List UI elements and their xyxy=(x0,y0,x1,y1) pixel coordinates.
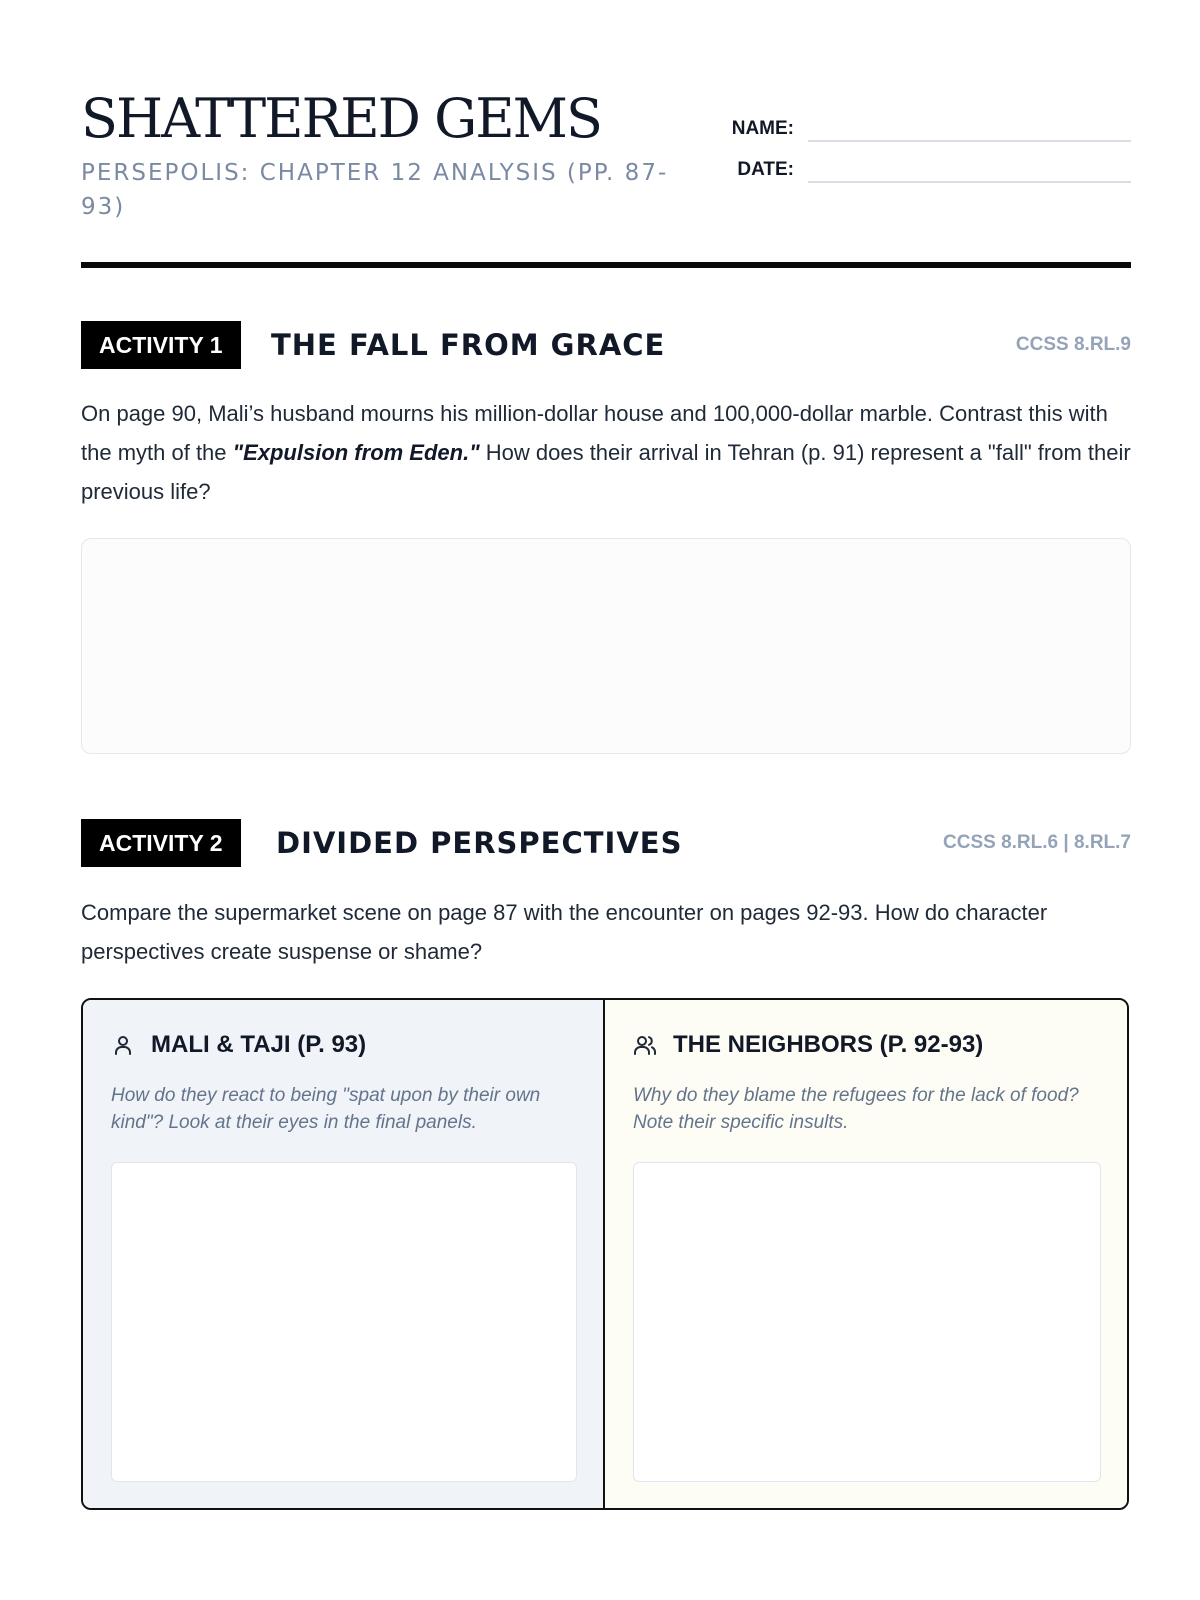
activity-1-answer-box[interactable] xyxy=(81,538,1131,754)
activity-1-prompt-emphasis: "Expulsion from Eden." xyxy=(232,440,480,465)
column-title: MALI & TAJI (P. 93) xyxy=(151,1031,367,1058)
perspective-column-mali-taji xyxy=(83,1000,605,1508)
worksheet-subtitle: PERSEPOLIS: CHAPTER 12 ANALYSIS (PP. 87-93) xyxy=(81,160,669,220)
column-title: THE NEIGHBORS (P. 92-93) xyxy=(673,1031,984,1058)
worksheet-title: SHATTERED GEMS xyxy=(81,87,601,150)
date-label: DATE: xyxy=(737,159,794,180)
activity-2-badge: ACTIVITY 2 xyxy=(81,819,241,867)
perspective-comparison xyxy=(81,998,1129,1510)
activity-1-standard: CCSS 8.RL.9 xyxy=(1015,334,1131,355)
name-field[interactable] xyxy=(708,112,1131,142)
header-divider xyxy=(81,262,1131,268)
column-question: Why do they blame the refugees for the lack of food? Note their specific insults. xyxy=(633,1085,1079,1133)
activity-1-prompt-text-end: How does their arrival in Tehran (p. 91) represent a "fall" from their previous life? xyxy=(81,440,1131,504)
activity-2-title: DIVIDED PERSPECTIVES xyxy=(276,826,683,860)
activity-2-prompt: Compare the supermarket scene on page 87 with the encounter on pages 92-93. How do character perspectives create suspense or shame? xyxy=(81,900,1048,964)
date-input-line[interactable] xyxy=(808,181,1131,183)
activity-2-header xyxy=(81,819,1131,867)
activity-1-title: THE FALL FROM GRACE xyxy=(271,328,666,362)
column-question: How do they react to being "spat upon by their own kind"? Look at their eyes in the final panels. xyxy=(111,1085,541,1133)
users-icon xyxy=(633,1033,657,1057)
name-label: NAME: xyxy=(731,118,794,139)
mali-taji-answer-box[interactable] xyxy=(111,1162,577,1482)
worksheet-header xyxy=(81,84,1131,224)
perspective-column-neighbors xyxy=(605,1000,1127,1508)
activity-2-standard: CCSS 8.RL.6 | 8.RL.7 xyxy=(943,832,1131,853)
activity-1-prompt-text: On page 90, Mali’s husband mourns his million-dollar house and 100,000-dollar marble. Contrast this with the myth of the xyxy=(81,401,1108,465)
activity-1-header xyxy=(81,321,1131,369)
activity-1-prompt xyxy=(81,394,1131,511)
name-input-line[interactable] xyxy=(808,140,1131,142)
activity-1-badge: ACTIVITY 1 xyxy=(81,321,241,369)
neighbors-answer-box[interactable] xyxy=(633,1162,1101,1482)
user-icon xyxy=(111,1033,135,1057)
date-field[interactable] xyxy=(708,153,1131,183)
